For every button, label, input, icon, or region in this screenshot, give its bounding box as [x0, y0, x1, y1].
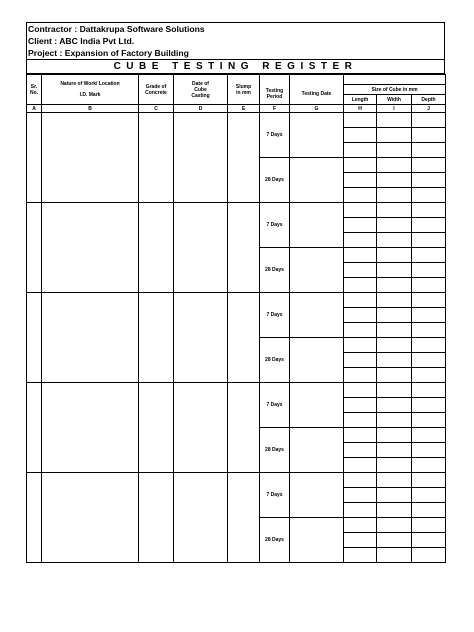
slump-cell[interactable] [228, 113, 260, 203]
depth-cell[interactable] [412, 128, 446, 143]
length-cell[interactable] [344, 323, 377, 338]
width-cell[interactable] [377, 338, 412, 353]
column-letter: D [174, 105, 228, 113]
depth-cell[interactable] [412, 143, 446, 158]
header-grade: Grade of Concrete [139, 75, 174, 105]
casting-date-cell[interactable] [174, 293, 228, 383]
testing-date-cell[interactable] [290, 383, 344, 428]
depth-cell[interactable] [412, 413, 446, 428]
width-cell[interactable] [377, 203, 412, 218]
testing-date-cell[interactable] [290, 473, 344, 518]
length-cell[interactable] [344, 263, 377, 278]
testing-period-cell: 7 Days [260, 293, 290, 338]
testing-date-cell[interactable] [290, 293, 344, 338]
width-cell[interactable] [377, 428, 412, 443]
depth-cell[interactable] [412, 383, 446, 398]
depth-cell[interactable] [412, 218, 446, 233]
length-cell[interactable] [344, 113, 377, 128]
width-cell[interactable] [377, 233, 412, 248]
table-row [27, 383, 446, 398]
slump-cell[interactable] [228, 293, 260, 383]
length-cell[interactable] [344, 383, 377, 398]
length-cell[interactable] [344, 428, 377, 443]
header-date-of-casting: Date of Cube Casting [174, 75, 228, 105]
length-cell[interactable] [344, 353, 377, 368]
column-letter-row [27, 105, 446, 113]
length-cell[interactable] [344, 533, 377, 548]
length-cell[interactable] [344, 218, 377, 233]
testing-period-cell: 28 Days [260, 248, 290, 293]
column-letter: C [139, 105, 174, 113]
width-cell[interactable] [377, 443, 412, 458]
table-row [27, 293, 446, 308]
nature-of-work-cell[interactable] [42, 113, 139, 203]
header-length: Length [344, 95, 377, 105]
sr-no-cell[interactable] [27, 473, 42, 563]
width-cell[interactable] [377, 188, 412, 203]
depth-cell[interactable] [412, 458, 446, 473]
slump-cell[interactable] [228, 203, 260, 293]
header-depth: Depth [412, 95, 446, 105]
header-width: Width [377, 95, 412, 105]
depth-cell[interactable] [412, 323, 446, 338]
header-nature-label: Nature of Work/ Location [60, 81, 120, 87]
testing-date-cell[interactable] [290, 518, 344, 563]
grade-cell[interactable] [139, 113, 174, 203]
header-nature-of-work [42, 75, 139, 105]
grade-cell[interactable] [139, 473, 174, 563]
table-row [27, 203, 446, 218]
sr-no-cell[interactable] [27, 383, 42, 473]
depth-cell[interactable] [412, 158, 446, 173]
testing-period-cell: 28 Days [260, 158, 290, 203]
width-cell[interactable] [377, 308, 412, 323]
depth-cell[interactable] [412, 203, 446, 218]
length-cell[interactable] [344, 278, 377, 293]
depth-cell[interactable] [412, 308, 446, 323]
length-cell[interactable] [344, 188, 377, 203]
length-cell[interactable] [344, 443, 377, 458]
casting-date-cell[interactable] [174, 473, 228, 563]
length-cell[interactable] [344, 173, 377, 188]
column-letter: F [260, 105, 290, 113]
width-cell[interactable] [377, 458, 412, 473]
length-cell[interactable] [344, 308, 377, 323]
sr-no-cell[interactable] [27, 203, 42, 293]
length-cell[interactable] [344, 143, 377, 158]
width-cell[interactable] [377, 173, 412, 188]
width-cell[interactable] [377, 533, 412, 548]
nature-of-work-cell[interactable] [42, 293, 139, 383]
length-cell[interactable] [344, 518, 377, 533]
depth-cell[interactable] [412, 263, 446, 278]
contractor-line: Contractor : Dattakrupa Software Solutions [26, 22, 445, 35]
testing-date-cell[interactable] [290, 158, 344, 203]
testing-date-cell[interactable] [290, 203, 344, 248]
width-cell[interactable] [377, 128, 412, 143]
width-cell[interactable] [377, 368, 412, 383]
table-row [27, 473, 446, 488]
header-size-of-cube: Size of Cube in mm [344, 85, 446, 95]
column-letter: E [228, 105, 260, 113]
casting-date-cell[interactable] [174, 113, 228, 203]
width-cell[interactable] [377, 518, 412, 533]
cube-testing-table [26, 74, 446, 563]
length-cell[interactable] [344, 413, 377, 428]
depth-cell[interactable] [412, 398, 446, 413]
length-cell[interactable] [344, 158, 377, 173]
length-cell[interactable] [344, 368, 377, 383]
header-testing-date: Testing Date [290, 85, 344, 105]
nature-of-work-cell[interactable] [42, 473, 139, 563]
length-cell[interactable] [344, 473, 377, 488]
width-cell[interactable] [377, 323, 412, 338]
depth-cell[interactable] [412, 368, 446, 383]
length-cell[interactable] [344, 338, 377, 353]
length-cell[interactable] [344, 203, 377, 218]
testing-period-cell: 7 Days [260, 203, 290, 248]
casting-date-cell[interactable] [174, 383, 228, 473]
depth-cell[interactable] [412, 353, 446, 368]
length-cell[interactable] [344, 458, 377, 473]
testing-period-cell: 28 Days [260, 518, 290, 563]
width-cell[interactable] [377, 413, 412, 428]
slump-cell[interactable] [228, 473, 260, 563]
width-cell[interactable] [377, 398, 412, 413]
testing-date-cell[interactable] [290, 113, 344, 158]
register-entries [27, 113, 446, 563]
width-cell[interactable] [377, 143, 412, 158]
column-letter: J [412, 105, 446, 113]
width-cell[interactable] [377, 353, 412, 368]
register-sheet [26, 22, 445, 563]
length-cell[interactable] [344, 128, 377, 143]
width-cell[interactable] [377, 488, 412, 503]
width-cell[interactable] [377, 293, 412, 308]
depth-cell[interactable] [412, 173, 446, 188]
width-cell[interactable] [377, 158, 412, 173]
nature-of-work-cell[interactable] [42, 383, 139, 473]
length-cell[interactable] [344, 548, 377, 563]
depth-cell[interactable] [412, 248, 446, 263]
testing-date-cell[interactable] [290, 338, 344, 383]
depth-cell[interactable] [412, 188, 446, 203]
depth-cell[interactable] [412, 518, 446, 533]
width-cell[interactable] [377, 248, 412, 263]
testing-date-cell[interactable] [290, 428, 344, 473]
length-cell[interactable] [344, 233, 377, 248]
width-cell[interactable] [377, 113, 412, 128]
length-cell[interactable] [344, 488, 377, 503]
client-line: Client : ABC India Pvt Ltd. [26, 35, 445, 47]
column-letter: B [42, 105, 139, 113]
header-sr-no: Sr. No. [27, 75, 42, 105]
width-cell[interactable] [377, 218, 412, 233]
depth-cell[interactable] [412, 233, 446, 248]
width-cell[interactable] [377, 278, 412, 293]
depth-cell[interactable] [412, 548, 446, 563]
register-title: CUBE TESTING REGISTER [26, 59, 445, 74]
depth-cell[interactable] [412, 443, 446, 458]
casting-date-cell[interactable] [174, 203, 228, 293]
length-cell[interactable] [344, 503, 377, 518]
length-cell[interactable] [344, 398, 377, 413]
depth-cell[interactable] [412, 293, 446, 308]
header-testing-period: Testing Period [260, 85, 290, 105]
column-letter: H [344, 105, 377, 113]
sr-no-cell[interactable] [27, 113, 42, 203]
nature-of-work-cell[interactable] [42, 203, 139, 293]
grade-cell[interactable] [139, 293, 174, 383]
testing-period-cell: 28 Days [260, 428, 290, 473]
depth-cell[interactable] [412, 278, 446, 293]
header-id-mark: I.D. Mark [79, 92, 101, 98]
grade-cell[interactable] [139, 203, 174, 293]
length-cell[interactable] [344, 248, 377, 263]
testing-period-cell: 7 Days [260, 383, 290, 428]
width-cell[interactable] [377, 503, 412, 518]
width-cell[interactable] [377, 473, 412, 488]
slump-cell[interactable] [228, 383, 260, 473]
testing-date-cell[interactable] [290, 248, 344, 293]
width-cell[interactable] [377, 383, 412, 398]
depth-cell[interactable] [412, 113, 446, 128]
length-cell[interactable] [344, 293, 377, 308]
width-cell[interactable] [377, 548, 412, 563]
column-letter: A [27, 105, 42, 113]
sr-no-cell[interactable] [27, 293, 42, 383]
depth-cell[interactable] [412, 533, 446, 548]
table-row [27, 113, 446, 128]
depth-cell[interactable] [412, 338, 446, 353]
width-cell[interactable] [377, 263, 412, 278]
grade-cell[interactable] [139, 383, 174, 473]
testing-period-cell: 7 Days [260, 113, 290, 158]
testing-period-cell: 7 Days [260, 473, 290, 518]
depth-cell[interactable] [412, 428, 446, 443]
column-letter: I [377, 105, 412, 113]
project-line: Project : Expansion of Factory Building [26, 47, 445, 59]
depth-cell[interactable] [412, 473, 446, 488]
column-letter: G [290, 105, 344, 113]
testing-period-cell: 28 Days [260, 338, 290, 383]
depth-cell[interactable] [412, 488, 446, 503]
depth-cell[interactable] [412, 503, 446, 518]
header-slump: Slump in mm [228, 75, 260, 105]
